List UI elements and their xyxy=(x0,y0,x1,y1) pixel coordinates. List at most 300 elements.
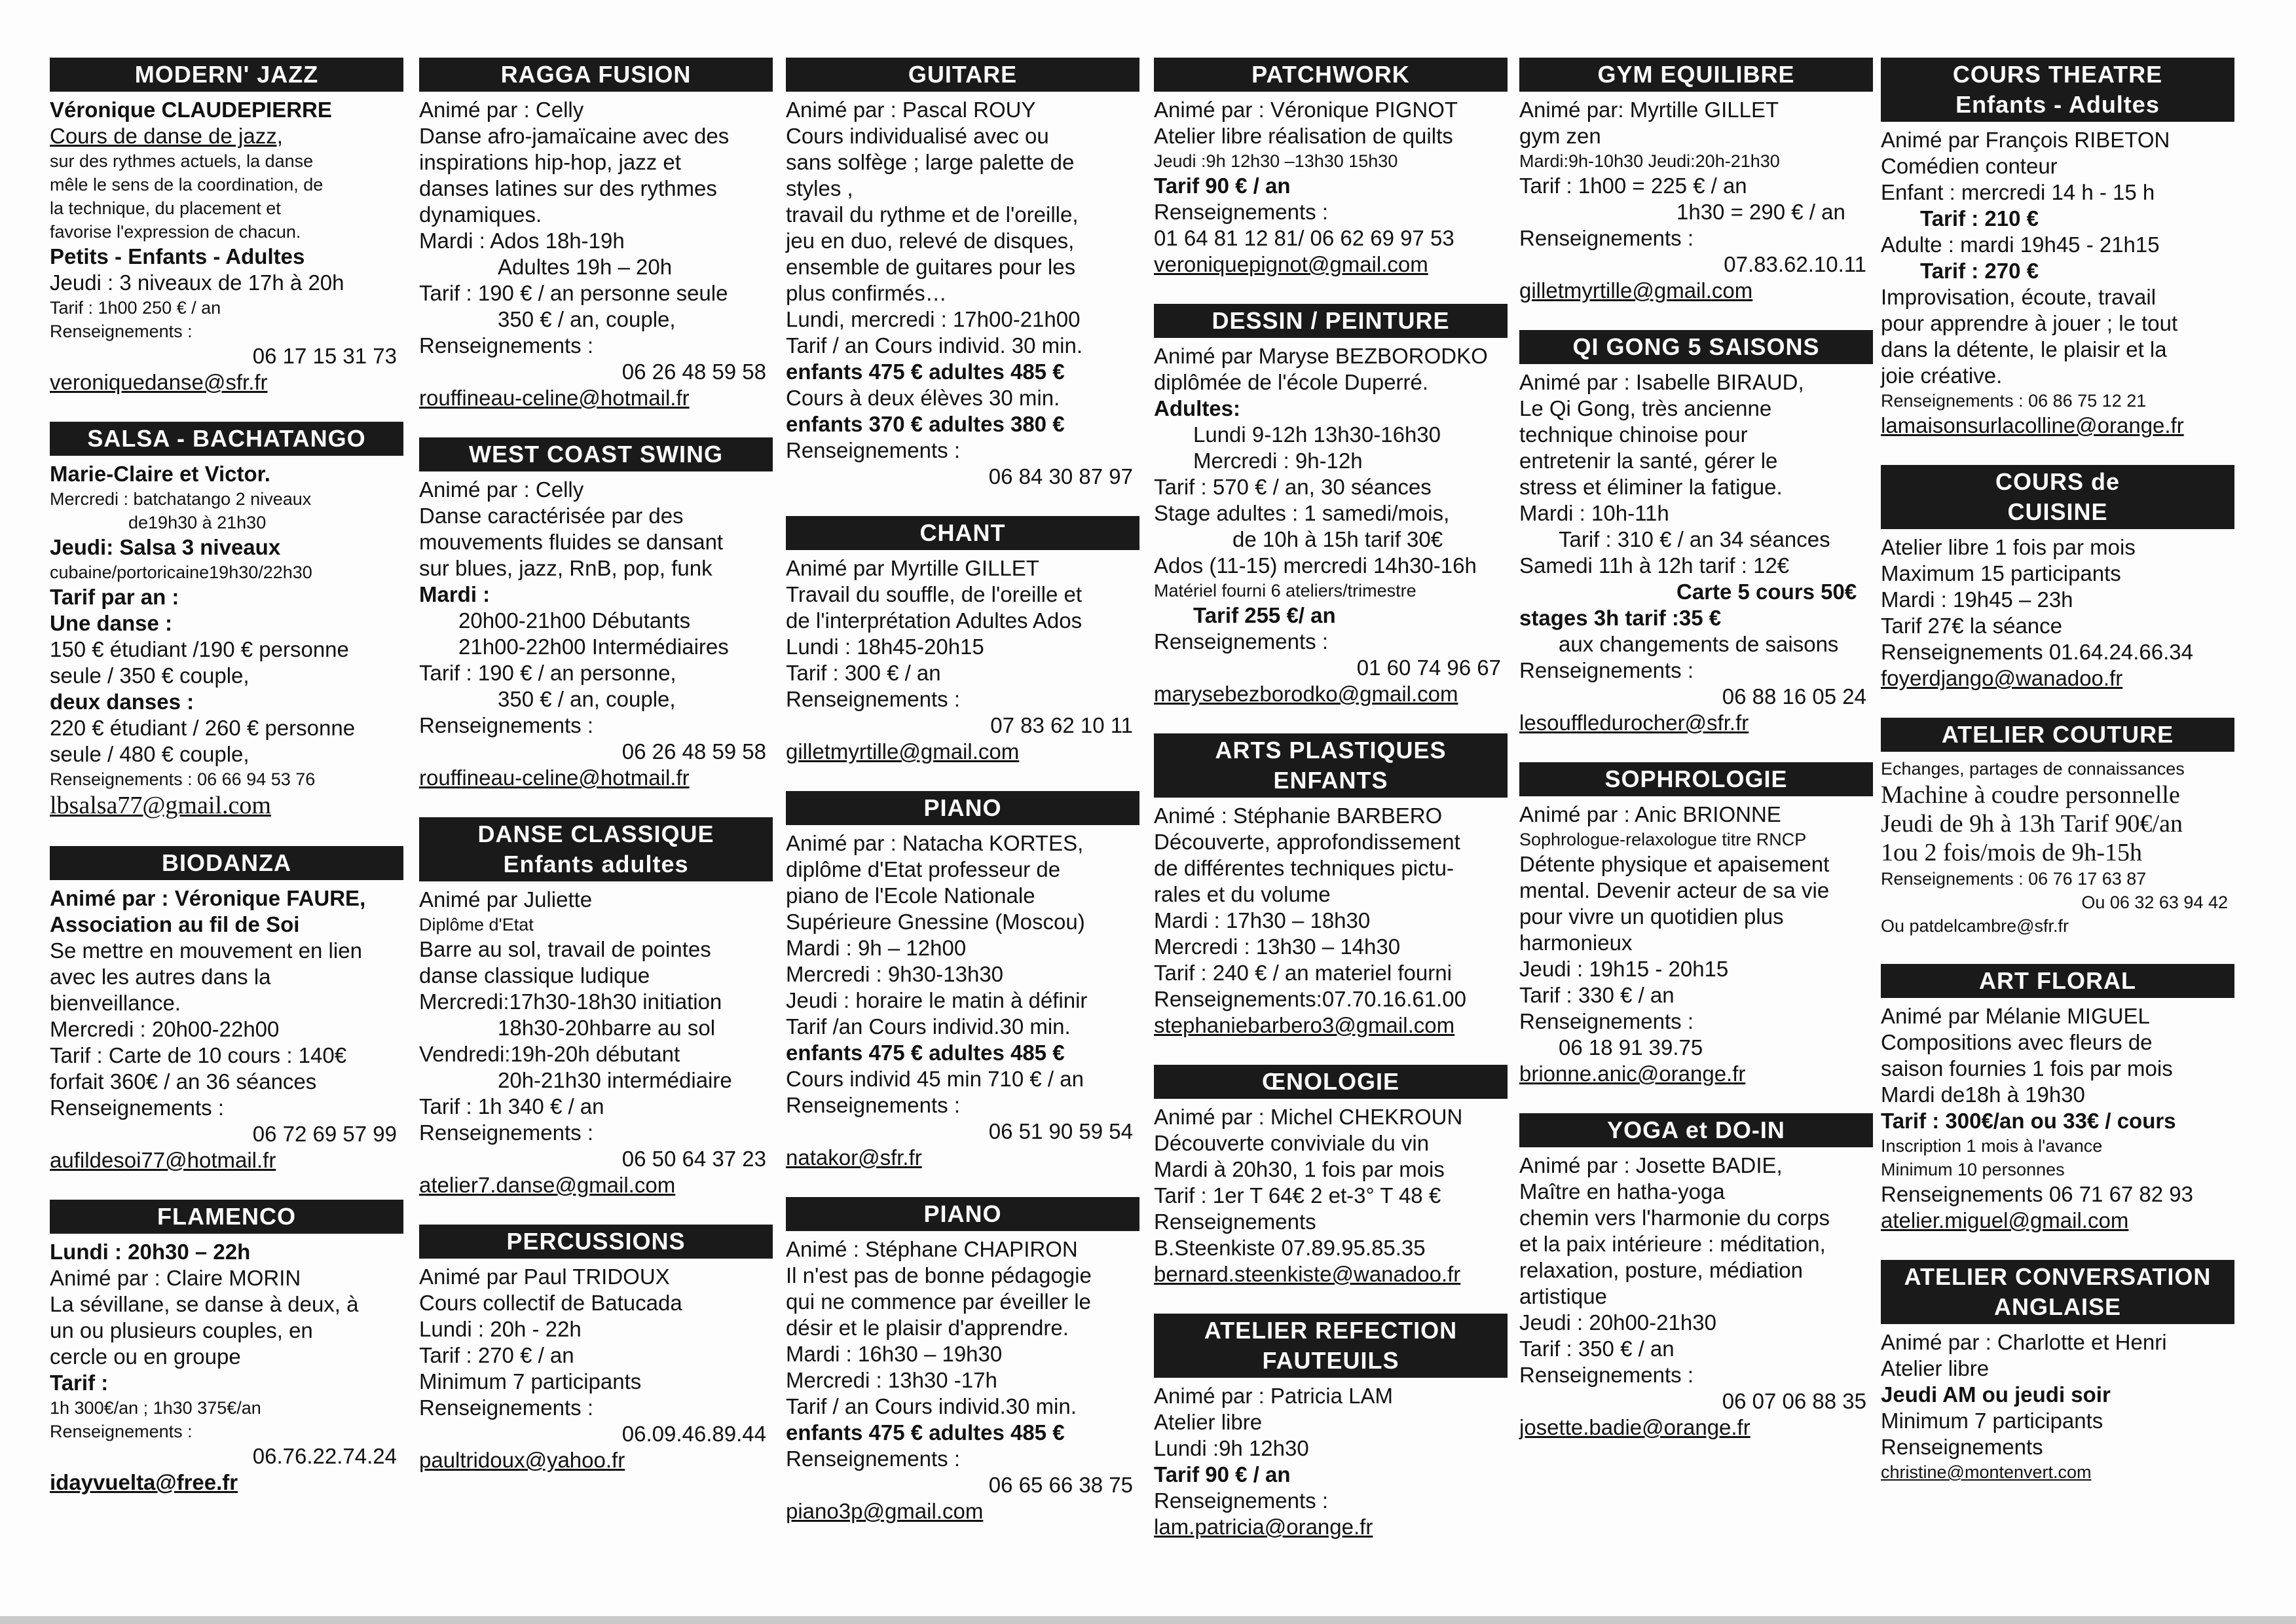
activity-title xyxy=(786,516,1139,550)
info-line: diplômée de l'école Duperré. xyxy=(1154,370,1429,394)
activity-title xyxy=(50,846,403,880)
info-line: cubaine/portoricaine19h30/22h30 xyxy=(50,563,312,582)
contact-email[interactable]: atelier7.danse@gmail.com xyxy=(419,1173,676,1197)
column-3 xyxy=(786,58,1139,1551)
activity-title-line: PATCHWORK xyxy=(1251,61,1410,88)
activity-title-line: SALSA - BACHATANGO xyxy=(87,425,366,452)
activity-title xyxy=(419,58,773,92)
activity-title-line: SOPHROLOGIE xyxy=(1604,766,1788,792)
info-line: Animé par: Myrtille GILLET xyxy=(1519,98,1779,122)
info-line: mêle le sens de la coordination, de xyxy=(50,175,324,194)
activity-title-line: CHANT xyxy=(919,519,1006,546)
info-line: enfants 475 € adultes 485 € xyxy=(786,1041,1065,1065)
contact-email[interactable]: atelier.miguel@gmail.com xyxy=(1881,1208,2129,1232)
contact-email[interactable]: bernard.steenkiste@wanadoo.fr xyxy=(1154,1262,1461,1286)
info-line: désir et le plaisir d'apprendre. xyxy=(786,1316,1069,1340)
activity-title-line: QI GONG 5 SAISONS xyxy=(1572,333,1820,360)
activity-title-line: COURS THEATRE xyxy=(1952,61,2163,88)
info-line: cercle ou en groupe xyxy=(50,1344,241,1369)
info-line: aux changements de saisons xyxy=(1559,632,1839,656)
activity-title-line: GYM EQUILIBRE xyxy=(1597,61,1795,88)
activity-title xyxy=(1519,330,1873,364)
info-line: La sévillane, se danse à deux, à xyxy=(50,1292,359,1316)
info-line: pour vivre un quotidien plus xyxy=(1519,904,1784,929)
info-line: Mardi : 19h45 – 23h xyxy=(1881,587,2073,612)
info-line: Cours individ 45 min 710 € / an xyxy=(786,1067,1084,1091)
info-line: sur blues, jazz, RnB, pop, funk xyxy=(419,556,713,580)
info-line: Découverte conviviale du vin xyxy=(1154,1131,1430,1155)
info-line: deux danses : xyxy=(50,690,194,714)
info-line: Renseignements : xyxy=(786,438,960,462)
info-line: Renseignements : xyxy=(50,1096,224,1120)
info-line: Atelier libre réalisation de quilts xyxy=(1154,124,1453,148)
activity-block xyxy=(1154,1065,1508,1287)
activity-title xyxy=(419,437,773,471)
activity-title-line: PIANO xyxy=(923,794,1002,821)
info-line: Animé par : Isabelle BIRAUD, xyxy=(1519,370,1804,394)
info-line: Animé par : Michel CHEKROUN xyxy=(1154,1105,1463,1129)
info-line: Vendredi:19h-20h débutant xyxy=(419,1042,680,1066)
info-line: pour apprendre à jouer ; le tout xyxy=(1881,311,2178,335)
info-line: Animé par : Celly xyxy=(419,98,584,122)
info-line: diplôme d'Etat professeur de xyxy=(786,857,1061,881)
info-line: Tarif 90 € / an xyxy=(1154,1462,1291,1486)
info-line: avec les autres dans la xyxy=(50,965,271,989)
info-line: Mercredi : batchatango 2 niveaux xyxy=(50,489,312,509)
info-line: 06 84 30 87 97 xyxy=(988,464,1133,489)
info-line: 21h00-22h00 Intermédiaires xyxy=(458,635,729,659)
info-line: Renseignements : xyxy=(786,1093,960,1117)
info-line: de19h30 à 21h30 xyxy=(128,513,267,532)
info-line: Renseignements:07.70.16.61.00 xyxy=(1154,987,1467,1011)
info-line: 06 88 16 05 24 xyxy=(1722,684,1866,709)
info-line: Lundi : 18h45-20h15 xyxy=(786,635,984,659)
info-line: Animé par François RIBETON xyxy=(1881,128,2170,152)
info-line: Animé par : Claire MORIN xyxy=(50,1266,301,1290)
column-2 xyxy=(419,58,773,1500)
info-line: Renseignements : xyxy=(1519,226,1694,250)
contact-email[interactable]: veroniquepignot@gmail.com xyxy=(1154,252,1428,276)
info-line: Adulte : mardi 19h45 - 21h15 xyxy=(1881,232,2160,257)
activity-block xyxy=(1519,58,1873,304)
column-4 xyxy=(1154,58,1508,1566)
activity-block xyxy=(419,817,773,1198)
contact-email[interactable]: lbsalsa77@gmail.com xyxy=(50,792,271,819)
contact-email[interactable]: aufildesoi77@hotmail.fr xyxy=(50,1148,276,1172)
activity-block xyxy=(1519,762,1873,1087)
activity-title xyxy=(50,422,403,456)
contact-email[interactable]: piano3p@gmail.com xyxy=(786,1499,984,1523)
contact-email[interactable]: idayvuelta@free.fr xyxy=(50,1470,238,1494)
contact-email[interactable]: Cours de danse de jazz, xyxy=(50,124,283,148)
contact-email[interactable]: lam.patricia@orange.fr xyxy=(1154,1515,1373,1539)
info-line: Minimum 10 personnes xyxy=(1881,1160,2065,1179)
activity-block xyxy=(786,1197,1139,1524)
info-line: Jeudi : 20h00-21h30 xyxy=(1519,1310,1716,1335)
activity-title-line: DANSE CLASSIQUE xyxy=(477,821,714,847)
info-line: Animé par : Patricia LAM xyxy=(1154,1384,1393,1408)
info-line: 07 83 62 10 11 xyxy=(990,713,1133,737)
info-line: Renseignements : xyxy=(50,1422,193,1441)
activity-title xyxy=(786,1197,1139,1231)
activity-block xyxy=(50,1200,403,1496)
info-line: Mardi : xyxy=(419,582,491,606)
activity-title-line: COURS de xyxy=(1995,468,2120,495)
info-line: danse classique ludique xyxy=(419,963,650,987)
activity-block xyxy=(50,422,403,820)
activity-title xyxy=(1154,733,1508,798)
activity-title xyxy=(1154,1065,1508,1099)
info-line: Mercredi : 13h30 – 14h30 xyxy=(1154,934,1401,959)
contact-email[interactable]: veroniquedanse@sfr.fr xyxy=(50,370,268,394)
activity-block xyxy=(419,58,773,411)
activity-block xyxy=(1881,465,2234,692)
info-line: Lundi :9h 12h30 xyxy=(1154,1436,1309,1460)
info-line: styles , xyxy=(786,176,853,200)
activity-title-line: BIODANZA xyxy=(162,849,291,876)
info-line: Stage adultes : 1 samedi/mois, xyxy=(1154,501,1450,525)
info-line: piano de l'Ecole Nationale xyxy=(786,883,1035,908)
info-line: Mercredi : 20h00-22h00 xyxy=(50,1017,280,1041)
info-line: enfants 370 € adultes 380 € xyxy=(786,412,1065,436)
info-line: Minimum 7 participants xyxy=(1881,1409,2103,1433)
activity-title-line: FLAMENCO xyxy=(157,1203,296,1230)
info-line: forfait 360€ / an 36 séances xyxy=(50,1069,317,1094)
info-line: Animé : Stéphanie BARBERO xyxy=(1154,803,1443,828)
info-line: 06 17 15 31 73 xyxy=(252,344,397,368)
column-1 xyxy=(50,58,403,1522)
activity-title xyxy=(50,1200,403,1234)
info-line: Animé : Stéphane CHAPIRON xyxy=(786,1237,1078,1261)
info-line: Danse caractérisée par des xyxy=(419,504,684,528)
info-line: Renseignements : xyxy=(50,322,193,341)
activity-block xyxy=(50,846,403,1173)
info-line: joie créative. xyxy=(1881,363,2003,388)
info-line: et la paix intérieure : méditation, xyxy=(1519,1232,1826,1256)
info-line: ensemble de guitares pour les xyxy=(786,255,1076,279)
info-line: Renseignements : xyxy=(419,1395,593,1420)
info-line: bienveillance. xyxy=(50,991,181,1015)
info-line: Tarif : xyxy=(50,1371,109,1395)
info-line: Tarif 255 €/ an xyxy=(1193,603,1336,627)
info-line: 06 72 69 57 99 xyxy=(252,1122,397,1146)
info-line: Renseignements : xyxy=(1519,1363,1694,1387)
activity-block xyxy=(1881,964,2234,1234)
contact-email[interactable]: foyerdjango@wanadoo.fr xyxy=(1881,666,2123,690)
info-line: 06 26 48 59 58 xyxy=(621,360,766,384)
activity-title xyxy=(1154,58,1508,92)
info-line: Tarif : 1h00 = 225 € / an xyxy=(1519,174,1747,198)
info-line: Atelier libre xyxy=(1154,1410,1263,1434)
info-line: 06.76.22.74.24 xyxy=(252,1444,397,1468)
info-line: 06 65 66 38 75 xyxy=(988,1473,1133,1497)
info-line: Tarif : 270 € xyxy=(1920,259,2039,283)
activity-title xyxy=(786,791,1139,825)
info-line: Tarif : 300€/an ou 33€ / cours xyxy=(1881,1109,2176,1133)
activity-title-line: ART FLORAL xyxy=(1979,967,2136,994)
info-line: sans solfège ; large palette de xyxy=(786,150,1075,174)
info-line: Animé par Myrtille GILLET xyxy=(786,556,1039,580)
info-line: Il n'est pas de bonne pédagogie xyxy=(786,1263,1092,1287)
info-line: Tarif : 190 € / an personne, xyxy=(419,661,676,685)
activity-title xyxy=(50,58,403,92)
info-line: Tarif / an Cours individ. 30 min. xyxy=(786,333,1083,358)
contact-email[interactable]: natakor@sfr.fr xyxy=(786,1145,922,1170)
activity-block xyxy=(419,1225,773,1473)
info-line: gym zen xyxy=(1519,124,1601,148)
info-line: 350 € / an, couple, xyxy=(498,687,676,711)
activity-title-line: WEST COAST SWING xyxy=(469,441,723,468)
info-line: Mardi:9h-10h30 Jeudi:20h-21h30 xyxy=(1519,151,1780,171)
info-line: Animé par Juliette xyxy=(419,887,593,912)
info-line: Maximum 15 participants xyxy=(1881,561,2121,585)
info-line: chemin vers l'harmonie du corps xyxy=(1519,1206,1830,1230)
info-line: Renseignements : xyxy=(419,1120,593,1145)
info-line: rales et du volume xyxy=(1154,882,1331,906)
info-line: Animé par : Celly xyxy=(419,477,584,502)
activity-title xyxy=(1881,465,2234,529)
info-line: 150 € étudiant /190 € personne xyxy=(50,637,349,661)
activity-title xyxy=(1154,1314,1508,1378)
activity-title-line: Enfants - Adultes xyxy=(1955,91,2160,118)
info-line: Tarif : 190 € / an personne seule xyxy=(419,281,728,305)
info-line: 1h30 = 290 € / an xyxy=(1676,200,1845,224)
activity-block xyxy=(419,437,773,791)
info-line: 06 50 64 37 23 xyxy=(621,1147,766,1171)
activity-block xyxy=(786,791,1139,1171)
activity-block xyxy=(1881,718,2234,938)
info-line: Animé par Mélanie MIGUEL xyxy=(1881,1004,2150,1028)
contact-email[interactable]: marysebezborodko@gmail.com xyxy=(1154,682,1458,706)
info-line: Lundi : 20h - 22h xyxy=(419,1317,582,1341)
info-line: harmonieux xyxy=(1519,931,1633,955)
activity-title-line: ENFANTS xyxy=(1273,767,1388,794)
info-line: Jeudi: Salsa 3 niveaux xyxy=(50,535,281,559)
info-line: Comédien conteur xyxy=(1881,154,2058,178)
info-line: Renseignements : 06 66 94 53 76 xyxy=(50,769,316,789)
activity-title-line: PERCUSSIONS xyxy=(506,1228,686,1255)
column-6 xyxy=(1881,58,2234,1510)
info-line: Lundi 9-12h 13h30-16h30 xyxy=(1193,422,1441,447)
info-line: Jeudi : horaire le matin à définir xyxy=(786,988,1088,1012)
activity-title xyxy=(419,1225,773,1259)
info-line: Animé par : Véronique FAURE, xyxy=(50,886,366,910)
info-line: Mardi : 17h30 – 18h30 xyxy=(1154,908,1371,932)
info-line: Mardi : Ados 18h-19h xyxy=(419,229,625,253)
contact-email[interactable]: christine@montenvert.com xyxy=(1881,1462,2092,1482)
info-line: Ou patdelcambre@sfr.fr xyxy=(1881,916,2069,936)
contact-email[interactable]: stephaniebarbero3@gmail.com xyxy=(1154,1013,1455,1037)
activity-title-line: GUITARE xyxy=(908,61,1018,88)
info-line: de l'interprétation Adultes Ados xyxy=(786,608,1083,633)
contact-email[interactable]: lesouffledurocher@sfr.fr xyxy=(1519,710,1749,735)
contact-email[interactable]: josette.badie@orange.fr xyxy=(1519,1415,1750,1439)
info-line: Atelier libre xyxy=(1881,1356,1990,1380)
info-line: Mercredi : 9h-12h xyxy=(1193,449,1363,473)
info-line: dans la détente, le plaisir et la xyxy=(1881,337,2167,361)
info-line: 01 60 74 96 67 xyxy=(1356,655,1501,680)
activity-title xyxy=(1881,718,2234,752)
activity-title-line: MODERN' JAZZ xyxy=(134,61,319,88)
info-line: Matériel fourni 6 ateliers/trimestre xyxy=(1154,581,1416,600)
info-line: Renseignements : xyxy=(1519,1009,1694,1033)
info-line: Tarif : 330 € / an xyxy=(1519,983,1675,1007)
activity-block xyxy=(1881,58,2234,439)
info-line: Carte 5 cours 50€ xyxy=(1676,580,1857,604)
activity-title-line: DESSIN / PEINTURE xyxy=(1212,307,1450,334)
info-line: Tarif : 570 € / an, 30 séances xyxy=(1154,475,1432,499)
contact-email[interactable]: lamaisonsurlacolline@orange.fr xyxy=(1881,413,2184,437)
activity-block xyxy=(1154,1314,1508,1540)
info-line: 06 26 48 59 58 xyxy=(621,739,766,764)
info-line: Tarif / an Cours individ.30 min. xyxy=(786,1394,1077,1418)
info-line: Diplôme d'Etat xyxy=(419,915,534,934)
activity-title xyxy=(1519,762,1873,796)
info-line: 220 € étudiant / 260 € personne xyxy=(50,716,356,740)
activity-title-line: FAUTEUILS xyxy=(1262,1347,1399,1374)
info-line: Jeudi AM ou jeudi soir xyxy=(1881,1382,2111,1407)
info-line: Tarif : Carte de 10 cours : 140€ xyxy=(50,1043,347,1067)
info-line: Compositions avec fleurs de xyxy=(1881,1030,2153,1054)
info-line: Animé par : Anic BRIONNE xyxy=(1519,802,1781,826)
info-line: Renseignements : xyxy=(1154,1488,1328,1513)
info-line: Samedi 11h à 12h tarif : 12€ xyxy=(1519,553,1790,578)
activity-title xyxy=(1519,58,1873,92)
info-line: Lundi : 20h30 – 22h xyxy=(50,1240,251,1264)
contact-email[interactable]: gilletmyrtille@gmail.com xyxy=(786,739,1020,764)
activity-block xyxy=(1519,330,1873,736)
info-line: Lundi, mercredi : 17h00-21h00 xyxy=(786,307,1081,331)
info-line: Une danse : xyxy=(50,611,173,635)
info-line: Animé par Paul TRIDOUX xyxy=(419,1264,670,1289)
info-line: Tarif : 1er T 64€ 2 et-3° T 48 € xyxy=(1154,1183,1441,1208)
activity-block xyxy=(1881,1260,2234,1484)
info-line: jeu en duo, relevé de disques, xyxy=(786,229,1075,253)
info-line: enfants 475 € adultes 485 € xyxy=(786,360,1065,384)
info-line: Tarif : 1h 340 € / an xyxy=(419,1094,604,1118)
info-line: Mardi : 9h – 12h00 xyxy=(786,936,967,960)
info-line: Tarif 90 € / an xyxy=(1154,174,1291,198)
column-5 xyxy=(1519,58,1873,1467)
info-line: sur des rythmes actuels, la danse xyxy=(50,151,314,171)
activity-title-line: ATELIER REFECTION xyxy=(1204,1317,1458,1344)
info-line: B.Steenkiste 07.89.95.85.35 xyxy=(1154,1236,1426,1260)
info-line: Renseignements : 06 86 75 12 21 xyxy=(1881,391,2147,411)
info-line: Mardi : 10h-11h xyxy=(1519,501,1669,525)
info-line: saison fournies 1 fois par mois xyxy=(1881,1056,2173,1080)
info-line: Détente physique et apaisement xyxy=(1519,852,1830,876)
activity-title xyxy=(419,817,773,881)
activity-title-line: CUISINE xyxy=(2007,498,2108,525)
info-line: Animé par : Josette BADIE, xyxy=(1519,1153,1783,1177)
info-line: Renseignements : xyxy=(1519,658,1694,682)
info-line: Véronique CLAUDEPIERRE xyxy=(50,98,332,122)
activity-title-line: ANGLAISE xyxy=(1993,1293,2121,1320)
info-line: Mercredi : 13h30 -17h xyxy=(786,1368,997,1392)
info-line: Cours collectif de Batucada xyxy=(419,1291,682,1315)
info-line: Travail du souffle, de l'oreille et xyxy=(786,582,1083,606)
activity-title-line: ATELIER CONVERSATION xyxy=(1904,1263,2212,1290)
info-line: Animé par : Véronique PIGNOT xyxy=(1154,98,1458,122)
activity-title-line: ATELIER COUTURE xyxy=(1941,721,2174,748)
info-line: Tarif : 210 € xyxy=(1920,206,2039,231)
info-line: travail du rythme et de l'oreille, xyxy=(786,202,1079,227)
info-line: 350 € / an, couple, xyxy=(498,307,676,331)
info-line: Renseignements xyxy=(1881,1435,2043,1459)
activity-block xyxy=(786,516,1139,765)
info-line: 20h00-21h00 Débutants xyxy=(458,608,691,633)
activity-title-line: YOGA et DO-IN xyxy=(1607,1116,1785,1143)
info-line: Petits - Enfants - Adultes xyxy=(50,244,305,268)
info-line: Renseignements 06 71 67 82 93 xyxy=(1881,1182,2194,1206)
activity-title-line: PIANO xyxy=(923,1200,1002,1227)
info-line: Se mettre en mouvement en lien xyxy=(50,938,362,963)
contact-email[interactable]: rouffineau-celine@hotmail.fr xyxy=(419,766,690,790)
info-line: relaxation, posture, médiation xyxy=(1519,1258,1803,1282)
info-line: technique chinoise pour xyxy=(1519,422,1748,447)
info-line: Animé par : Natacha KORTES, xyxy=(786,831,1084,855)
info-line: Danse afro-jamaïcaine avec des xyxy=(419,124,730,148)
activity-title xyxy=(786,58,1139,92)
contact-email[interactable]: rouffineau-celine@hotmail.fr xyxy=(419,386,690,410)
info-line: Cours individualisé avec ou xyxy=(786,124,1049,148)
activity-block xyxy=(1154,304,1508,707)
contact-email[interactable]: gilletmyrtille@gmail.com xyxy=(1519,278,1753,303)
activity-block xyxy=(1154,58,1508,278)
activity-title-line: Enfants adultes xyxy=(503,851,689,877)
info-line: de différentes techniques pictu- xyxy=(1154,856,1454,880)
info-line: Cours à deux élèves 30 min. xyxy=(786,386,1060,410)
info-line: Maître en hatha-yoga xyxy=(1519,1179,1725,1204)
info-line: Minimum 7 participants xyxy=(419,1369,642,1393)
info-line: Enfant : mercredi 14 h - 15 h xyxy=(1881,180,2155,204)
info-line: Mardi à 20h30, 1 fois par mois xyxy=(1154,1157,1445,1181)
activity-block xyxy=(1154,733,1508,1039)
info-line: Machine à coudre personnelle xyxy=(1881,781,2180,809)
info-line: entretenir la santé, gérer le xyxy=(1519,449,1778,473)
contact-email[interactable]: brionne.anic@orange.fr xyxy=(1519,1061,1746,1086)
info-line: Renseignements : 06 76 17 63 87 xyxy=(1881,869,2147,889)
activity-title-line: ARTS PLASTIQUES xyxy=(1215,737,1447,764)
info-line: Mardi : 16h30 – 19h30 xyxy=(786,1342,1003,1366)
info-line: Mardi de18h à 19h30 xyxy=(1881,1082,2085,1107)
contact-email[interactable]: paultridoux@yahoo.fr xyxy=(419,1448,625,1472)
info-line: Renseignements : xyxy=(419,713,593,737)
info-line: Jeudi de 9h à 13h Tarif 90€/an xyxy=(1881,810,2183,838)
info-line: Atelier libre 1 fois par mois xyxy=(1881,535,2136,559)
info-line: mouvements fluides se dansant xyxy=(419,530,724,554)
info-line: 06 51 90 59 54 xyxy=(988,1119,1133,1143)
info-line: Découverte, approfondissement xyxy=(1154,830,1460,854)
info-line: 18h30-20hbarre au sol xyxy=(498,1016,716,1040)
info-line: Adultes 19h – 20h xyxy=(498,255,673,279)
info-line: 01 64 81 12 81/ 06 62 69 97 53 xyxy=(1154,226,1454,250)
info-line: un ou plusieurs couples, en xyxy=(50,1318,313,1342)
info-line: inspirations hip-hop, jazz et xyxy=(419,150,681,174)
activity-title xyxy=(1881,964,2234,998)
info-line: Ados (11-15) mercredi 14h30-16h xyxy=(1154,553,1477,578)
info-line: enfants 475 € adultes 485 € xyxy=(786,1420,1065,1445)
info-line: Jeudi : 19h15 - 20h15 xyxy=(1519,957,1729,981)
info-line: Le Qi Gong, très ancienne xyxy=(1519,396,1772,420)
info-line: mental. Devenir acteur de sa vie xyxy=(1519,878,1830,902)
info-line: Tarif par an : xyxy=(50,585,179,609)
info-line: Inscription 1 mois à l'avance xyxy=(1881,1136,2103,1156)
info-line: Tarif /an Cours individ.30 min. xyxy=(786,1014,1071,1039)
info-line: Jeudi :9h 12h30 –13h30 15h30 xyxy=(1154,151,1398,171)
info-line: Mercredi : 9h30-13h30 xyxy=(786,962,1004,986)
info-line: Adultes: xyxy=(1154,396,1240,420)
